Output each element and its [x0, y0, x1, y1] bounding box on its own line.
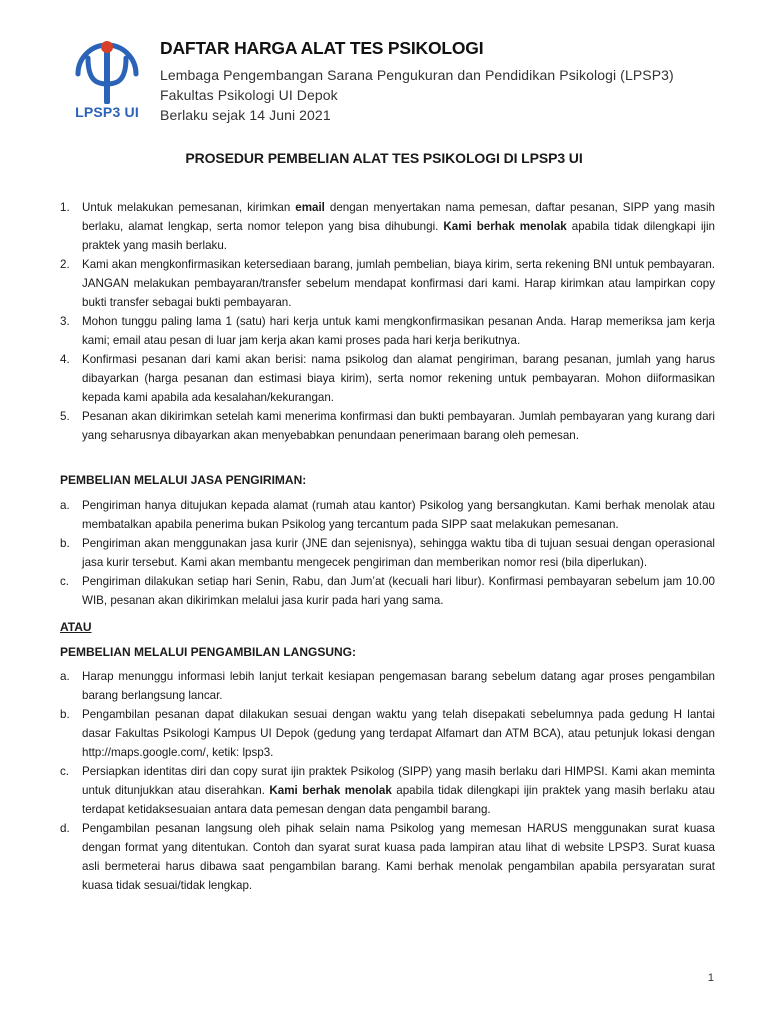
item-marker: c.: [60, 575, 70, 588]
pickup-item: [60, 819, 715, 895]
procedure-item: [60, 407, 715, 445]
pickup-item: [60, 667, 715, 705]
item-text: Persiapkan identitas diri dan copy surat ijin praktek Psikolog (SIPP) yang masih berlaku dari HIMPSI. Kami akan meminta untuk ditunjukkan atau diserahkan.: [82, 765, 715, 797]
procedure-item: [60, 198, 715, 255]
item-marker: b.: [60, 537, 70, 550]
procedure-item: [60, 350, 715, 407]
item-marker: d.: [60, 822, 70, 835]
procedure-title: PROSEDUR PEMBELIAN ALAT TES PSIKOLOGI DI LPSP3 UI: [185, 150, 583, 166]
item-marker: 5.: [60, 410, 70, 423]
pickup-list: [60, 667, 715, 895]
item-marker: a.: [60, 670, 70, 683]
shipping-item: [60, 496, 715, 534]
organization-name: Lembaga Pengembangan Sarana Pengukuran dan Pendidikan Psikologi (LPSP3): [160, 67, 674, 83]
item-text: apabila tidak dilengkapi ijin praktek yang masih berlaku atau terdapat ketidaksesuaian antara data pemesan dengan data pengambil barang.: [82, 784, 715, 816]
item-text: Mohon tunggu paling lama 1 (satu) hari kerja untuk kami mengkonfirmasikan pesanan Anda. Harap memeriksa jam kerja kami; email atau pesan di luar jam kerja akan kami proses pada hari kerja berikutnya.: [82, 315, 715, 347]
logo-text: LPSP3 UI: [75, 104, 139, 120]
item-bold-text: email: [295, 201, 325, 214]
item-text: Kami akan mengkonfirmasikan ketersediaan barang, jumlah pembelian, biaya kirim, serta rekening BNI untuk pembayaran. JANGAN melakukan pembayaran/transfer sebelum mendapat konfirmasi dari kami. Harap kirimkan atau lampirkan copy bukti transfer sebagai bukti pembayaran.: [82, 258, 715, 309]
shipping-list: [60, 496, 715, 610]
item-text: Pengiriman dilakukan setiap hari Senin, Rabu, dan Jum’at (kecuali hari libur). Konfirmasi pembayaran sebelum jam 10.00 WIB, pesanan akan dikirimkan melalui jasa kurir pada hari yang sama.: [82, 575, 715, 607]
item-marker: c.: [60, 765, 70, 778]
item-marker: 3.: [60, 315, 70, 328]
psi-emblem-icon: [66, 34, 148, 104]
item-text: Pengiriman akan menggunakan jasa kurir (JNE dan sejenisnya), sehingga waktu tiba di tujuan sesuai dengan operasional jasa kurir tersebut. Kami akan membantu mengecek pengiriman dan memberikan nomor resi (bila diperlukan).: [82, 537, 715, 569]
shipping-item: [60, 572, 715, 610]
item-marker: a.: [60, 499, 70, 512]
item-bold-text: Kami berhak menolak: [443, 220, 567, 233]
item-text: Pengambilan pesanan langsung oleh pihak selain nama Psikolog yang memesan HARUS menggunakan surat kuasa dengan format yang ditentukan. Contoh dan syarat surat kuasa pada lampiran atau lihat di website LPSP3. Surat kuasa asli bermeterai harus dibawa saat pengambilan barang. Kami berhak menolak pengambilan apabila persyaratan surat kuasa tidak sesuai/tidak lengkap.: [82, 822, 715, 892]
page-number: 1: [707, 972, 714, 984]
procedure-list: [60, 198, 715, 445]
pickup-item: [60, 705, 715, 762]
procedure-item: [60, 312, 715, 350]
item-marker: 1.: [60, 201, 70, 214]
item-bold-text: Kami berhak menolak: [269, 784, 392, 797]
lpsp3-logo: [66, 34, 148, 124]
faculty-name: Fakultas Psikologi UI Depok: [160, 87, 338, 103]
item-text: Harap menunggu informasi lebih lanjut terkait kesiapan pengemasan barang sebelum datang agar proses pengambilan barang berlangsung lancar.: [82, 670, 715, 702]
item-text: Untuk melakukan pemesanan, kirimkan: [82, 201, 296, 214]
item-text: apabila tidak dilengkapi ijin praktek yang masih berlaku.: [82, 220, 715, 252]
item-text: Pengambilan pesanan dapat dilakukan sesuai dengan waktu yang telah disepakati sebelumnya pada gedung H lantai dasar Fakultas Psikologi Kampus UI Depok (gedung yang terdapat Alfamart dan ATM BCA), atau petunjuk lokasi dengan http://maps.google.com/, ketik: lpsp3.: [82, 708, 715, 759]
shipping-section-title: PEMBELIAN MELALUI JASA PENGIRIMAN:: [60, 473, 307, 487]
document-title: DAFTAR HARGA ALAT TES PSIKOLOGI: [160, 38, 484, 58]
document-header: [160, 38, 740, 125]
item-text: Pengiriman hanya ditujukan kepada alamat (rumah atau kantor) Psikolog yang bersangkutan. Kami berhak menolak atau membatalkan apabila penerima bukan Psikolog yang tercantum pada SIPP saat melakukan pemesanan.: [82, 499, 715, 531]
document-body: [60, 198, 715, 895]
item-text: Konfirmasi pesanan dari kami akan berisi: nama psikolog dan alamat pengiriman, barang pesanan, jumlah yang harus dibayarkan (harga pesanan dan estimasi biaya kirim), serta nomor rekening untuk pembayaran. Mohon diiformasikan kepada kami apabila ada kesalahan/kekurangan.: [82, 353, 715, 404]
pickup-item: [60, 762, 715, 819]
shipping-item: [60, 534, 715, 572]
item-marker: 2.: [60, 258, 70, 271]
valid-date: Berlaku sejak 14 Juni 2021: [160, 107, 331, 123]
atau-heading: ATAU: [60, 620, 92, 634]
item-marker: b.: [60, 708, 70, 721]
item-marker: 4.: [60, 353, 70, 366]
item-text: Pesanan akan dikirimkan setelah kami menerima konfirmasi dan bukti pembayaran. Jumlah pembayaran yang kurang dari yang seharusnya dibayarkan akan menyebabkan penundaan penerimaan barang oleh pemesan.: [82, 410, 715, 442]
item-text: dengan menyertakan nama pemesan, daftar pesanan, SIPP yang masih berlaku, alamat lengkap, serta nomor telepon yang bisa dihubungi.: [82, 201, 715, 233]
procedure-item: [60, 255, 715, 312]
pickup-section-title: PEMBELIAN MELALUI PENGAMBILAN LANGSUNG:: [60, 645, 356, 659]
